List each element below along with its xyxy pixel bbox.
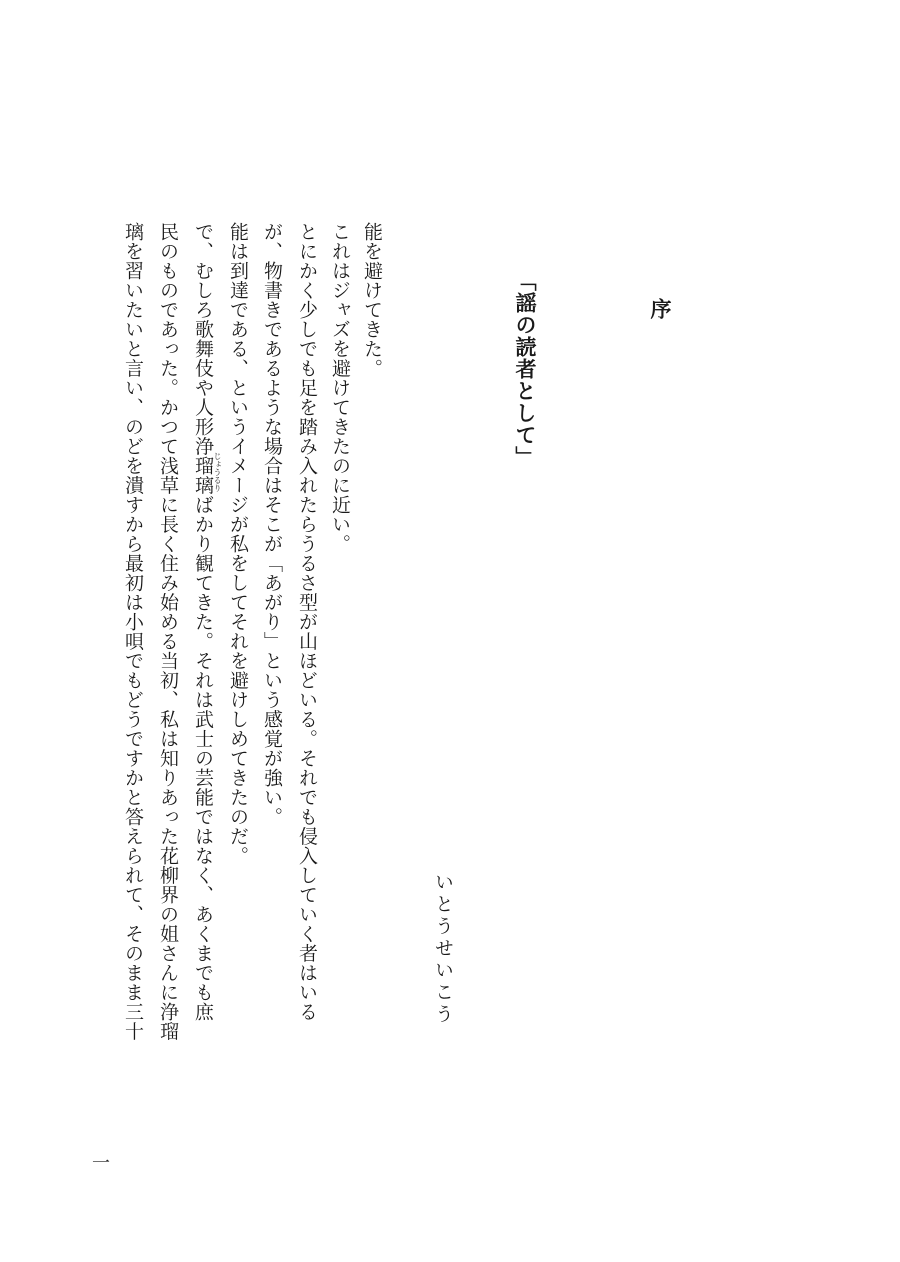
body-line-5: 能は到達である、というイメージが私をしてそれを避けしめてきたのだ。 — [227, 222, 249, 866]
body-line-7: 民のものであった。かつて浅草に長く住み始める当初、私は知りあった花柳界の姐さんに浄瑠 — [157, 222, 179, 1041]
section-heading: 序 — [648, 298, 673, 319]
body-line-6: で、むしろ歌舞伎や人形浄瑠璃ばかり観てきた。それは武士の芸能ではなく、あくまでも庶 — [192, 222, 214, 1022]
body-line-4: が、物書きであるような場合はそこが「あがり」という感覚が強い。 — [261, 222, 283, 827]
page-number: 一 — [92, 1153, 110, 1174]
body-line-8: 璃を習いたいと言い、のどを潰すから最初は小唄でもどうですかと答えられて、そのまま三十 — [122, 222, 144, 1041]
essay-title: 「謡の読者として」 — [513, 270, 538, 468]
body-line-2: これはジャズを避けてきたのに近い。 — [329, 222, 351, 554]
author-name: いとうせいこう — [432, 872, 454, 1026]
body-line-3: とにかく少しでも足を踏み入れたらうるさ型が山ほどいる。それでも侵入していく者はいる — [296, 222, 318, 1022]
body-line-1: 能を避けてきた。 — [361, 222, 383, 378]
furigana-joruri: じょうるり — [213, 452, 222, 492]
